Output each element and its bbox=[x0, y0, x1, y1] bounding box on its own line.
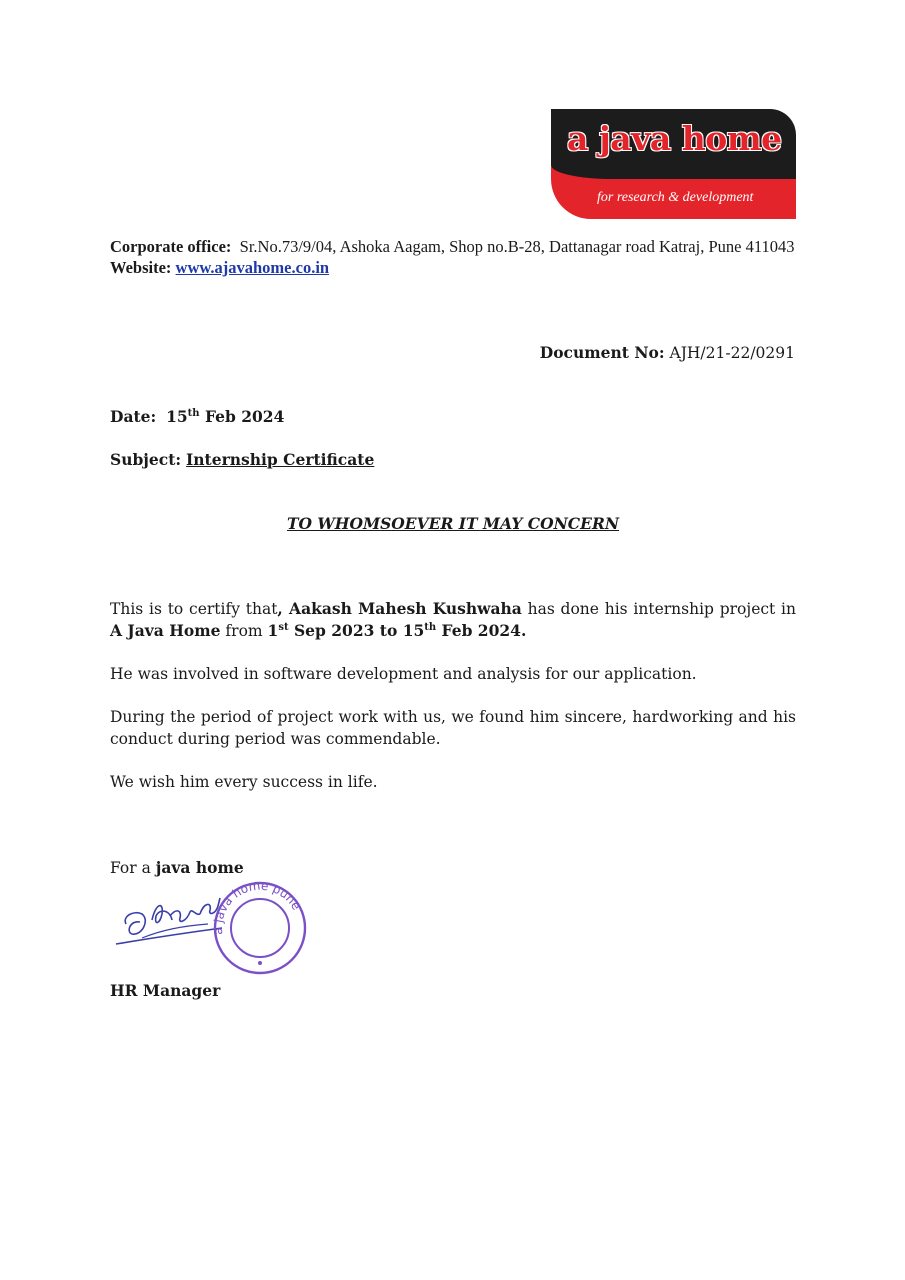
concern-heading: TO WHOMSOEVER IT MAY CONCERN bbox=[286, 514, 620, 533]
for-company-line: For a java home bbox=[110, 858, 244, 877]
wishes-paragraph: We wish him every success in life. bbox=[110, 773, 378, 791]
signature-icon bbox=[112, 880, 322, 980]
svg-text:a java home pune: a java home pune bbox=[210, 880, 304, 936]
document-value: AJH/21-22/0291 bbox=[669, 344, 795, 362]
document-label: Document No: bbox=[539, 343, 665, 362]
certify-paragraph: This is to certify that, Aakash Mahesh Kushwaha has done his internship project in A Java Home from 1st Sep 2023 to 15th Feb 2024. bbox=[110, 599, 796, 640]
stamp-icon bbox=[211, 880, 305, 973]
address-text: Sr.No.73/9/04, Ashoka Aagam, Shop no.B-28, Dattanagar road Katraj, Pune 411043 bbox=[239, 237, 795, 256]
website-label: Website: bbox=[110, 258, 172, 277]
logo-tagline: for research & development bbox=[597, 190, 754, 205]
company-name: A Java Home bbox=[110, 621, 221, 640]
conduct-paragraph: During the period of project work with us, we found him sincere, hardworking and his conduct during period was commendable. bbox=[110, 708, 796, 748]
date-label: Date: bbox=[110, 407, 157, 426]
subject-label: Subject: bbox=[110, 450, 182, 469]
intern-name: , Aakash Mahesh Kushwaha bbox=[277, 599, 522, 618]
company-logo bbox=[551, 109, 796, 219]
corporate-address bbox=[110, 236, 800, 278]
subject-value: Internship Certificate bbox=[186, 450, 375, 469]
date-line bbox=[110, 406, 284, 428]
date-value: 15th Feb 2024 bbox=[166, 407, 285, 426]
signature-and-stamp bbox=[112, 880, 322, 980]
involvement-paragraph: He was involved in software development and analysis for our application. bbox=[110, 665, 697, 683]
website-link[interactable]: www.ajavahome.co.in bbox=[175, 258, 330, 277]
logo-name: a java home bbox=[567, 119, 782, 158]
hr-manager-title: HR Manager bbox=[110, 981, 221, 1000]
document-number bbox=[540, 342, 795, 364]
internship-period: 1st Sep 2023 to 15th Feb 2024. bbox=[267, 621, 527, 640]
subject-line bbox=[110, 449, 374, 471]
address-label: Corporate office: bbox=[110, 237, 232, 256]
